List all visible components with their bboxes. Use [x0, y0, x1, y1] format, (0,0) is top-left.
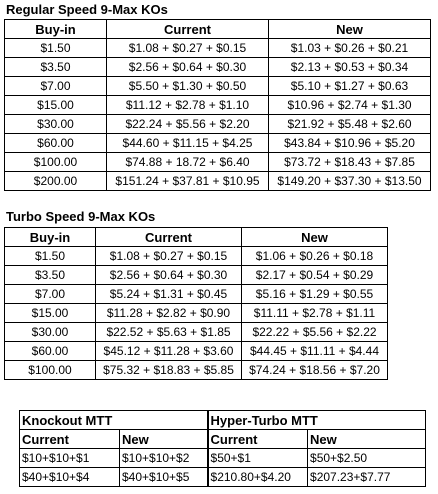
- new-cell: $10.96 + $2.74 + $1.30: [269, 96, 431, 115]
- table-row: [5, 58, 431, 77]
- new-cell: $11.11 + $2.78 + $1.11: [242, 304, 388, 323]
- new-cell: $5.10 + $1.27 + $0.63: [269, 77, 431, 96]
- mtt-cell: $210.80+$4.20: [208, 468, 308, 487]
- buy-in-cell: $15.00: [5, 96, 107, 115]
- mtt-cell: $50+$2.50: [308, 449, 426, 468]
- regular-speed-table: [4, 19, 431, 191]
- buy-in-cell: $100.00: [5, 361, 96, 380]
- current-cell: $1.08 + $0.27 + $0.15: [96, 247, 242, 266]
- current-cell: $1.08 + $0.27 + $0.15: [107, 39, 269, 58]
- table-header-row: [5, 20, 431, 39]
- buy-in-cell: $1.50: [5, 247, 96, 266]
- table-row: [20, 468, 426, 487]
- current-cell: $151.24 + $37.81 + $10.95: [107, 172, 269, 191]
- table-row: [5, 285, 388, 304]
- table-row: [5, 96, 431, 115]
- new-cell: $5.16 + $1.29 + $0.55: [242, 285, 388, 304]
- new-cell: $73.72 + $18.43 + $7.85: [269, 153, 431, 172]
- buy-in-cell: $30.00: [5, 323, 96, 342]
- current-cell: $5.50 + $1.30 + $0.50: [107, 77, 269, 96]
- current-cell: $11.28 + $2.82 + $0.90: [96, 304, 242, 323]
- mtt-cell: $40+$10+$4: [20, 468, 120, 487]
- table-row: [5, 153, 431, 172]
- column-header: Buy-in: [5, 228, 96, 247]
- new-cell: $2.17 + $0.54 + $0.29: [242, 266, 388, 285]
- buy-in-cell: $1.50: [5, 39, 107, 58]
- table-row: [5, 266, 388, 285]
- buy-in-cell: $60.00: [5, 134, 107, 153]
- current-cell: $2.56 + $0.64 + $0.30: [96, 266, 242, 285]
- mtt-cell: $50+$1: [208, 449, 308, 468]
- table-row: [5, 77, 431, 96]
- mtt-subheader-row: [20, 430, 426, 449]
- mtt-subheader: New: [308, 430, 426, 449]
- new-cell: $74.24 + $18.56 + $7.20: [242, 361, 388, 380]
- buy-in-cell: $15.00: [5, 304, 96, 323]
- table-header-row: [5, 228, 388, 247]
- current-cell: $45.12 + $11.28 + $3.60: [96, 342, 242, 361]
- mtt-cell: $40+$10+$5: [120, 468, 208, 487]
- table-row: [5, 323, 388, 342]
- current-cell: $11.12 + $2.78 + $1.10: [107, 96, 269, 115]
- hyper-turbo-mtt-header: Hyper-Turbo MTT: [208, 411, 426, 430]
- mtt-subheader: New: [120, 430, 208, 449]
- buy-in-cell: $30.00: [5, 115, 107, 134]
- mtt-subheader: Current: [20, 430, 120, 449]
- buy-in-cell: $7.00: [5, 285, 96, 304]
- current-cell: $2.56 + $0.64 + $0.30: [107, 58, 269, 77]
- buy-in-cell: $100.00: [5, 153, 107, 172]
- new-cell: $2.13 + $0.53 + $0.34: [269, 58, 431, 77]
- turbo-speed-title: Turbo Speed 9-Max KOs: [6, 209, 156, 224]
- regular-speed-title: Regular Speed 9-Max KOs: [6, 2, 168, 17]
- table-row: [5, 247, 388, 266]
- new-cell: $44.45 + $11.11 + $4.44: [242, 342, 388, 361]
- current-cell: $75.32 + $18.83 + $5.85: [96, 361, 242, 380]
- current-cell: $44.60 + $11.15 + $4.25: [107, 134, 269, 153]
- buy-in-cell: $60.00: [5, 342, 96, 361]
- table-row: [5, 342, 388, 361]
- new-cell: $149.20 + $37.30 + $13.50: [269, 172, 431, 191]
- column-header: Buy-in: [5, 20, 107, 39]
- mtt-cell: $10+$10+$1: [20, 449, 120, 468]
- table-row: [5, 115, 431, 134]
- mtt-cell: $207.23+$7.77: [308, 468, 426, 487]
- column-header: Current: [107, 20, 269, 39]
- table-row: [5, 134, 431, 153]
- new-cell: $21.92 + $5.48 + $2.60: [269, 115, 431, 134]
- mtt-subheader: Current: [208, 430, 308, 449]
- table-row: [5, 172, 431, 191]
- column-header: New: [269, 20, 431, 39]
- current-cell: $22.24 + $5.56 + $2.20: [107, 115, 269, 134]
- new-cell: $1.03 + $0.26 + $0.21: [269, 39, 431, 58]
- table-row: [5, 361, 388, 380]
- current-cell: $5.24 + $1.31 + $0.45: [96, 285, 242, 304]
- buy-in-cell: $3.50: [5, 266, 96, 285]
- column-header: Current: [96, 228, 242, 247]
- new-cell: $1.06 + $0.26 + $0.18: [242, 247, 388, 266]
- mtt-group-row: [20, 411, 426, 430]
- table-row: [5, 304, 388, 323]
- buy-in-cell: $3.50: [5, 58, 107, 77]
- mtt-cell: $10+$10+$2: [120, 449, 208, 468]
- mtt-table: [19, 410, 426, 487]
- buy-in-cell: $7.00: [5, 77, 107, 96]
- buy-in-cell: $200.00: [5, 172, 107, 191]
- new-cell: $43.84 + $10.96 + $5.20: [269, 134, 431, 153]
- new-cell: $22.22 + $5.56 + $2.22: [242, 323, 388, 342]
- current-cell: $22.52 + $5.63 + $1.85: [96, 323, 242, 342]
- knockout-mtt-header: Knockout MTT: [20, 411, 208, 430]
- current-cell: $74.88 + 18.72 + $6.40: [107, 153, 269, 172]
- table-row: [20, 449, 426, 468]
- table-row: [5, 39, 431, 58]
- turbo-speed-table: [4, 227, 388, 380]
- column-header: New: [242, 228, 388, 247]
